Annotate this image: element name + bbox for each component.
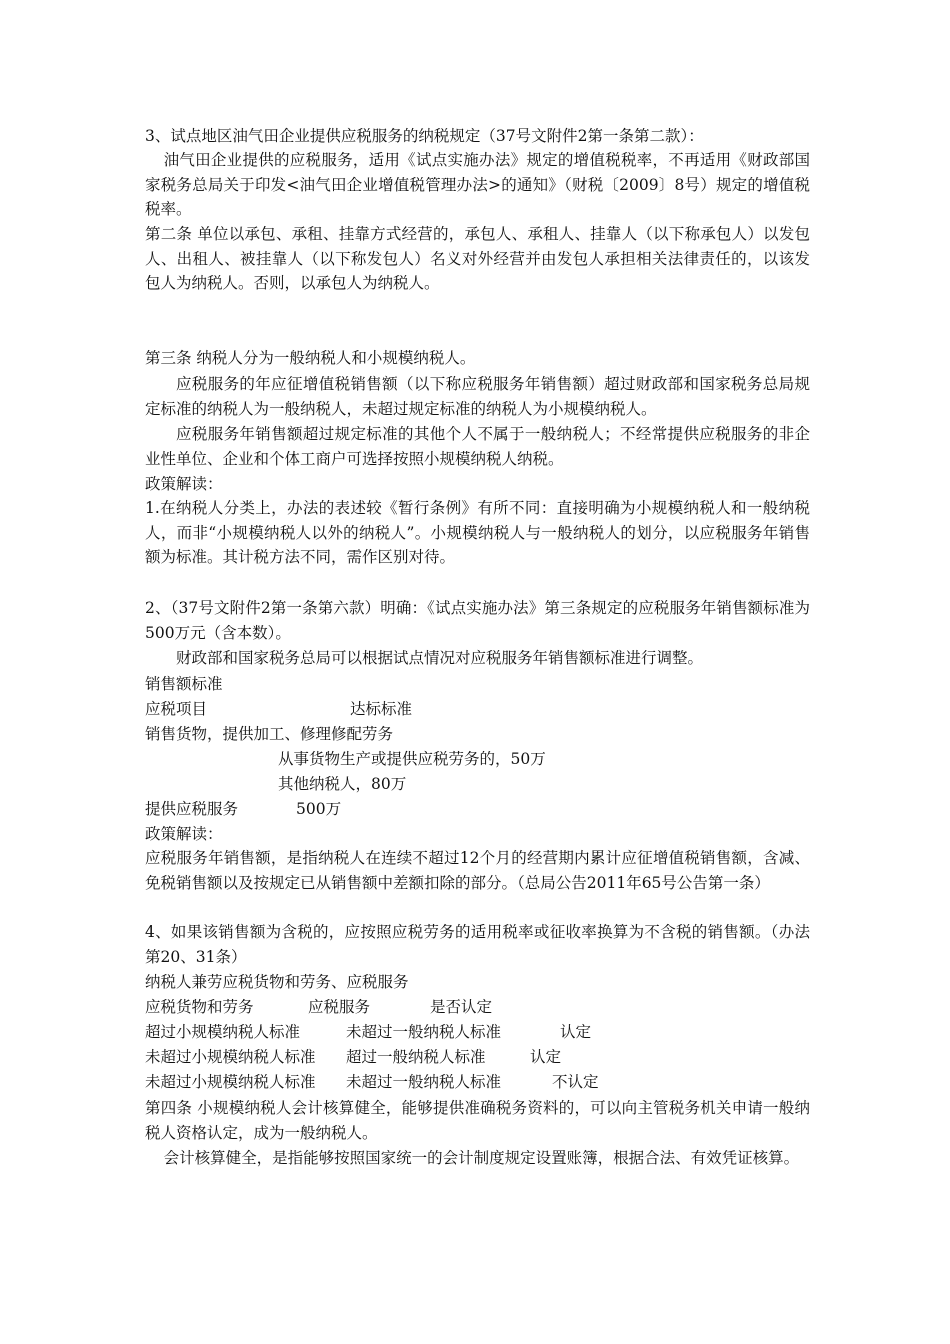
- combo-table-header-goods: 应税货物和劳务: [145, 998, 254, 1016]
- article-4: 第四条 小规模纳税人会计核算健全，能够提供准确税务资料的，可以向主管税务机关申请一般纳税人资格认定，成为一般纳税人。: [145, 1099, 810, 1142]
- policy-interpretation-label-2: 政策解读：: [145, 825, 223, 843]
- combo-table-header-services: 应税服务: [308, 998, 371, 1016]
- combo-table-row3-result: 不认定: [552, 1073, 599, 1091]
- article-3-paragraph-2: 应税服务年销售额超过规定标准的其他个人不属于一般纳税人；不经常提供应税服务的非企业性单位、企业和个体工商户可选择按照小规模纳税人纳税。: [145, 425, 810, 468]
- combo-table-row1-services: 未超过一般纳税人标准: [346, 1023, 502, 1041]
- interpretation-4: 4、如果该销售额为含税的，应按照应税劳务的适用税率或征收率换算为不含税的销售额。（办法第20、31条）: [145, 923, 810, 966]
- sales-standard-title: 销售额标准: [145, 675, 223, 693]
- combo-table-title: 纳税人兼劳应税货物和劳务、应税服务: [145, 973, 409, 991]
- policy-interpretation-label: 政策解读：: [145, 475, 223, 493]
- sales-table-header-standard: 达标标准: [350, 700, 413, 718]
- combo-table-row1-result: 认定: [560, 1023, 592, 1041]
- interpretation-2: 2、（37号文附件2第一条第六款）明确：《试点实施办法》第三条规定的应税服务年销售额标准为500万元（含本数）。: [145, 599, 810, 642]
- section-3-heading: 3、试点地区油气田企业提供应税服务的纳税规定（37号文附件2第一条第二款）：: [145, 127, 704, 145]
- sales-table-row1-standard-b: 其他纳税人，80万: [278, 775, 407, 793]
- combo-table-row2-services: 超过一般纳税人标准: [346, 1048, 486, 1066]
- combo-table-row3-services: 未超过一般纳税人标准: [346, 1073, 502, 1091]
- sales-table-row1-standard-a: 从事货物生产或提供应税劳务的，50万: [278, 750, 546, 768]
- article-2: 第二条 单位以承包、承租、挂靠方式经营的，承包人、承租人、挂靠人（以下称承包人）以发包人、出租人、被挂靠人（以下称发包人）名义对外经营并由发包人承担相关法律责任的，以该发包人为纳税人。否则，以承包人为纳税人。: [145, 225, 810, 292]
- combo-table-row2-result: 认定: [530, 1048, 562, 1066]
- sales-table-row2-item: 提供应税服务: [145, 800, 239, 818]
- combo-table-header-recognized: 是否认定: [430, 998, 493, 1016]
- section-3-body: 油气田企业提供的应税服务，适用《试点实施办法》规定的增值税税率，不再适用《财政部国家税务总局关于印发<油气田企业增值税管理办法>的通知》（财税〔2009〕8号）规定的增值税税率。: [145, 151, 810, 218]
- combo-table-row2-goods: 未超过小规模纳税人标准: [145, 1048, 316, 1066]
- article-4-paragraph: 会计核算健全，是指能够按照国家统一的会计制度规定设置账簿，根据合法、有效凭证核算。: [163, 1149, 800, 1167]
- interpretation-2-note: 财政部和国家税务总局可以根据试点情况对应税服务年销售额标准进行调整。: [176, 649, 704, 667]
- sales-table-row1-item: 销售货物，提供加工、修理修配劳务: [145, 725, 394, 743]
- sales-table-row2-standard: 500万: [296, 800, 342, 818]
- combo-table-row3-goods: 未超过小规模纳税人标准: [145, 1073, 316, 1091]
- interpretation-1: 1.在纳税人分类上，办法的表述较《暂行条例》有所不同：直接明确为小规模纳税人和一般纳税人，而非“小规模纳税人以外的纳税人”。小规模纳税人与一般纳税人的划分，以应税服务年销售额为标准。其计税方法不同，需作区别对待。: [145, 499, 810, 566]
- article-3-heading: 第三条 纳税人分为一般纳税人和小规模纳税人。: [145, 349, 476, 367]
- interpretation-3: 应税服务年销售额，是指纳税人在连续不超过12个月的经营期内累计应征增值税销售额，含减、免税销售额以及按规定已从销售额中差额扣除的部分。（总局公告2011年65号公告第一条）: [145, 849, 810, 892]
- sales-table-header-item: 应税项目: [145, 700, 208, 718]
- article-3-paragraph-1: 应税服务的年应征增值税销售额（以下称应税服务年销售额）超过财政部和国家税务总局规定标准的纳税人为一般纳税人，未超过规定标准的纳税人为小规模纳税人。: [145, 375, 810, 418]
- combo-table-row1-goods: 超过小规模纳税人标准: [145, 1023, 301, 1041]
